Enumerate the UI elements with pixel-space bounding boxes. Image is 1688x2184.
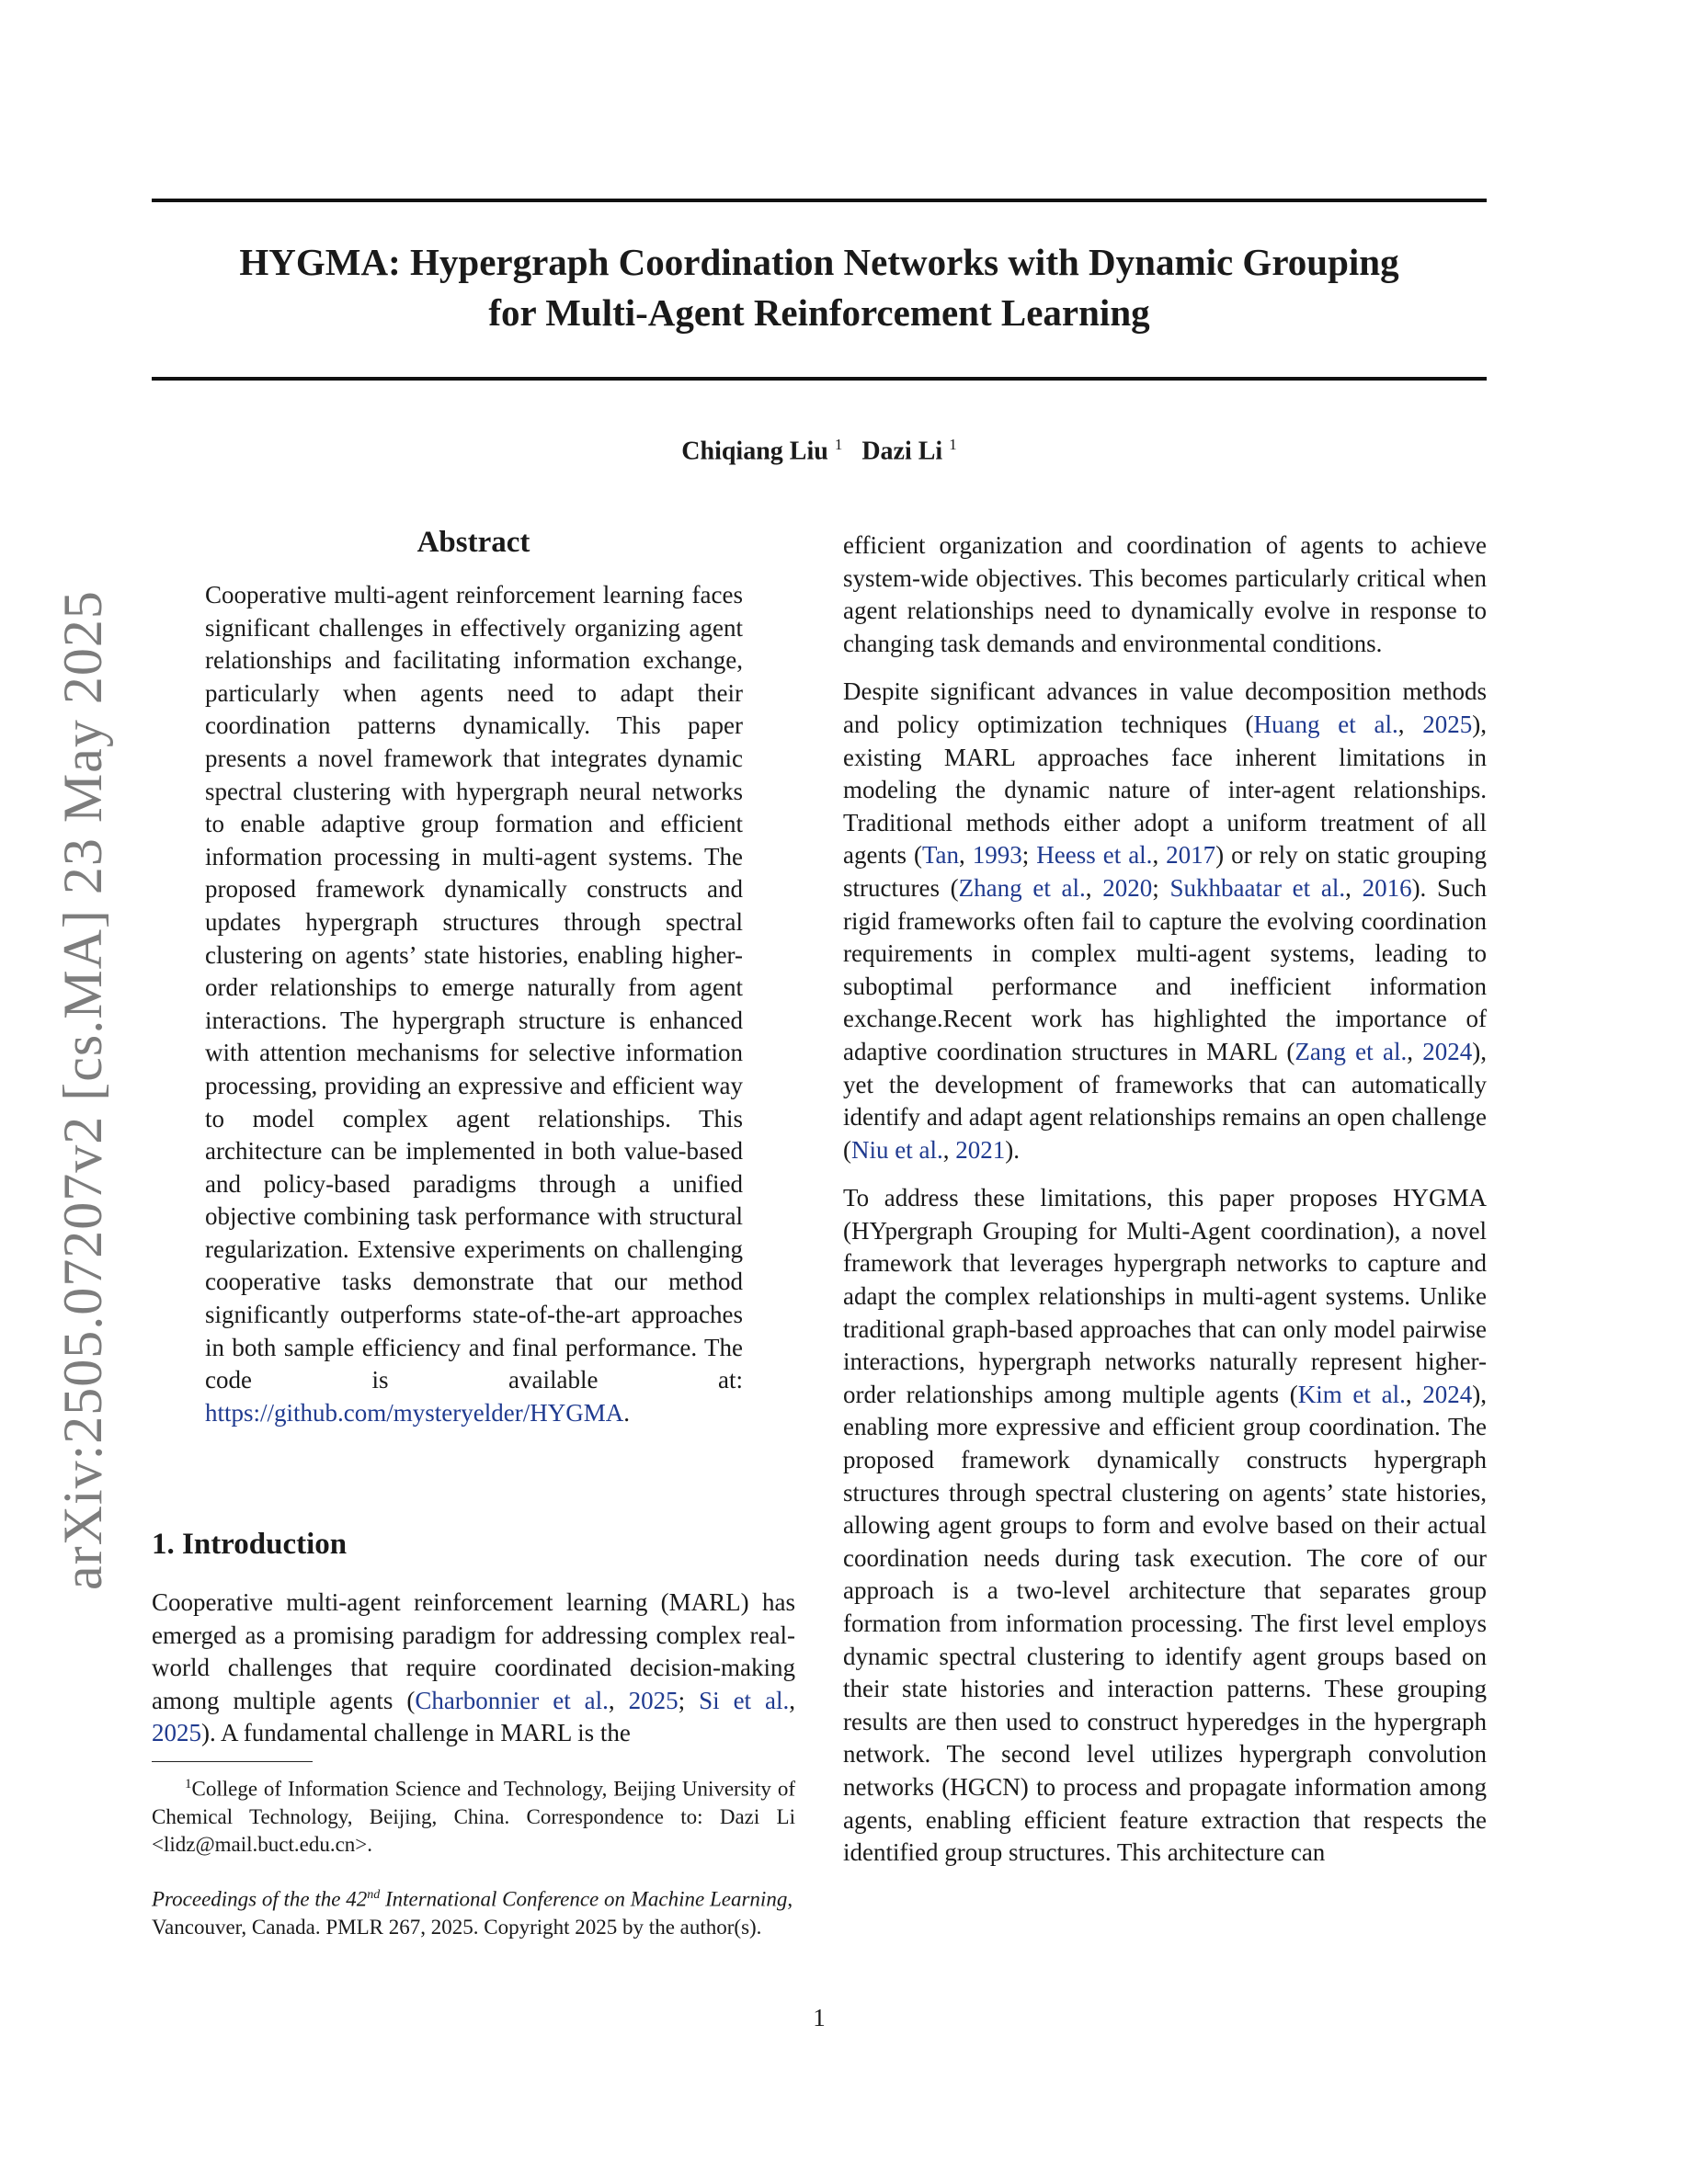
citation-link[interactable]: Zang et al. [1295, 1037, 1408, 1065]
right-column [843, 529, 1487, 1885]
footnote-mark: 1 [185, 1777, 192, 1792]
citation-link[interactable]: Niu et al. [851, 1135, 943, 1164]
citation-year-link[interactable]: 1993 [972, 841, 1022, 870]
affiliation-footnote: $^1$College of Information Science and Technology, Beijing University of Chemical Technology, Beijing, China. Correspondence to: Dazi Li <lidz@mail.buct.edu.cn>. [152, 1777, 795, 1856]
paragraph: Despite significant advances in value decomposition methods and policy optimization techniques (Huang et al., 2025), existing MARL approaches face inherent limitations in modeling the dynamic nature of inter-agent relationships. Traditional methods either adopt a uniform treatment of all agents (Tan, 1993; Heess et al., 2017) or rely on static grouping structures (Zhang et al., 2020; Sukhbaatar et al., 2016). Such rigid frameworks often fail to capture the evolving coordination requirements in complex multi-agent systems, leading to suboptimal performance and inefficient information exchange.Recent work has highlighted the importance of adaptive coordination structures in MARL (Zang et al., 2024), yet the development of frameworks that can automatically identify and adapt agent relationships remains an open challenge (Niu et al., 2021). [843, 677, 1488, 1164]
citation-link[interactable]: Tan [921, 841, 960, 870]
author-name: Chiqiang Liu [681, 437, 828, 466]
citation-year-link[interactable]: 2025 [1422, 710, 1473, 738]
citation-link[interactable]: Huang et al. [1253, 710, 1398, 738]
page-number: 1 [813, 2004, 826, 2031]
citation-link[interactable]: Zhang et al. [958, 873, 1086, 902]
citation-year-link[interactable]: 2024 [1422, 1037, 1473, 1065]
title-line-2: for Multi-Agent Reinforcement Learning [488, 291, 1150, 334]
author-affiliation-mark: 1 [834, 436, 843, 453]
author-list [152, 436, 1487, 466]
abstract-heading: Abstract [416, 526, 530, 559]
title-rule-top [152, 199, 1487, 202]
title-rule-bottom [152, 377, 1487, 381]
citation-year-link[interactable]: 2020 [1102, 873, 1153, 902]
citation-link[interactable]: Sukhbaatar et al. [1169, 873, 1346, 902]
paragraph: efficient organization and coordination of agents to achieve system-wide objectives. This becomes particularly critical when agent relationships need to dynamically evolve in response to changing task demands and environmental conditions. [843, 531, 1487, 657]
code-link[interactable]: https://github.com/mysteryelder/HYGMA [205, 1398, 624, 1427]
title-line-1: HYGMA: Hypergraph Coordination Networks with Dynamic Grouping [239, 241, 1399, 283]
author-name: Dazi Li [861, 437, 943, 466]
introduction-paragraph: Cooperative multi-agent reinforcement learning (MARL) has emerged as a promising paradigm for addressing complex real-world challenges that require coordinated decision-making among multiple agents (Charbonnier et al., 2025; Si et al., 2025). A fundamental challenge in MARL is the [152, 1588, 795, 1747]
citation-year-link[interactable]: 2024 [1422, 1380, 1473, 1408]
citation-year-link[interactable]: 2021 [955, 1135, 1006, 1164]
abstract-text: Cooperative multi-agent reinforcement learning faces significant challenges in effectively organizing agent relationships and facilitating information exchange, particularly when agents need to adapt their coordination patterns dynamically. This paper presents a novel framework that integrates dynamic spectral clustering with hypergraph neural networks to enable adaptive group formation and efficient information processing in multi-agent systems. The proposed framework dynamically constructs and updates hypergraph structures through spectral clustering on agents’ state histories, enabling higher-order relationships to emerge naturally from agent interactions. The hypergraph structure is enhanced with attention mechanisms for selective information processing, providing an expressive and efficient way to model complex agent relationships. This architecture can be implemented in both value-based and policy-based paradigms through a unified objective combining task performance with structural regularization. Extensive experiments on challenging cooperative tasks demonstrate that our method significantly outperforms state-of-the-art approaches in both sample efficiency and final performance. The code is available at: [205, 581, 743, 1394]
citation-link[interactable]: Charbonnier et al. [415, 1686, 609, 1714]
citation-year-link[interactable]: 2017 [1166, 841, 1216, 870]
author-affiliation-mark: 1 [949, 436, 957, 453]
footnote-divider [152, 1761, 313, 1762]
citation-link[interactable]: Kim et al. [1297, 1380, 1406, 1408]
citation-year-link[interactable]: 2025 [628, 1686, 679, 1714]
citation-year-link[interactable]: 2025 [152, 1719, 201, 1747]
abstract-body: Cooperative multi-agent reinforcement learning faces significant challenges in effectively organizing agent relationships and facilitating information exchange, particularly when agents need to adapt their coordination patterns dynamically. This paper presents a novel framework that integrates dynamic spectral clustering with hypergraph neural networks to enable adaptive group formation and efficient information processing in multi-agent systems. The proposed framework dynamically constructs and updates hypergraph structures through spectral clustering on agents’ state histories, enabling higher-order relationships to emerge naturally from agent interactions. The hypergraph structure is enhanced with attention mechanisms for selective information processing, providing an expressive and efficient way to model complex agent relationships. This architecture can be implemented in both value-based and policy-based paradigms through a unified objective combining task performance with structural regularization. Extensive experiments on challenging cooperative tasks demonstrate that our method significantly outperforms state-of-the-art approaches in both sample efficiency and final performance. The code is available at: https://github.com/mysteryelder/HYGMA. [205, 581, 743, 1427]
arxiv-side-label: arXiv:2505.07207v2 [cs.MA] 23 May 2025 [52, 590, 113, 1590]
proceedings-note: Proceedings of the the 42nd International Conference on Machine Learning, Vancouver, Canada. PMLR 267, 2025. Copyright 2025 by the author(s). [152, 1887, 793, 1939]
section-heading-introduction: 1. Introduction [152, 1528, 348, 1561]
citation-year-link[interactable]: 2016 [1362, 873, 1412, 902]
citation-link[interactable]: Si et al. [699, 1686, 790, 1714]
citation-link[interactable]: Heess et al. [1036, 841, 1153, 870]
paragraph: To address these limitations, this paper proposes HYGMA (HYpergraph Grouping for Multi-Agent coordination), a novel framework that leverages hypergraph networks to capture and adapt the complex relationships in multi-agent systems. Unlike traditional graph-based approaches that can only model pairwise interactions, hypergraph networks naturally represent higher-order relationships among multiple agents (Kim et al., 2024), enabling more expressive and efficient group coordination. The proposed framework dynamically constructs hypergraph structures through spectral clustering on agents’ state histories, allowing agent groups to form and evolve based on their actual coordination needs during task execution. The core of our approach is a two-level architecture that separates group formation from information processing. The first level employs dynamic spectral clustering to identify agent groups based on their state histories and interaction patterns. These grouping results are then used to construct hyperedges in the hypergraph network. The second level utilizes hypergraph convolution networks (HGCN) to process and propagate information among agents, enabling efficient feature extraction that respects the identified group structures. This architecture can [843, 1184, 1487, 1867]
paper-title [152, 237, 1487, 338]
